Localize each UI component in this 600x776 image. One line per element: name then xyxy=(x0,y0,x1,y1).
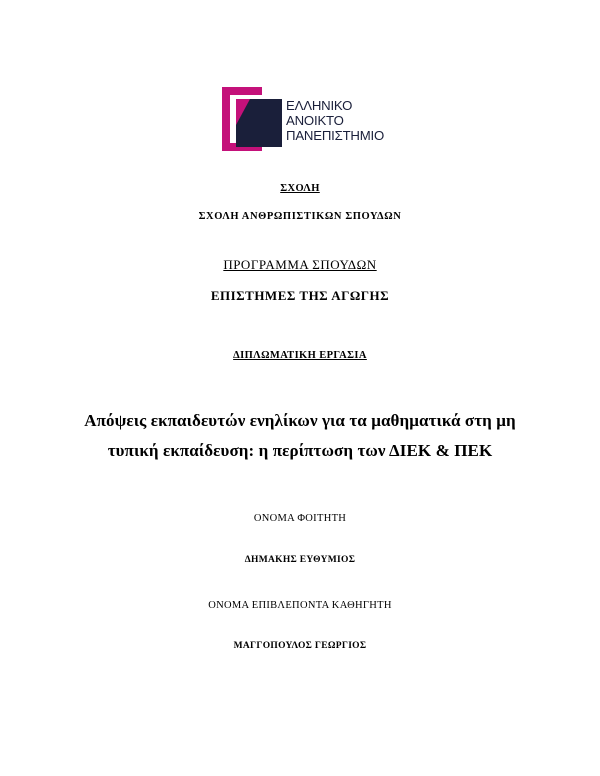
logo-line-2: ΑΝΟΙΚΤΟ xyxy=(286,113,344,128)
supervisor-name: ΜΑΓΓΟΠΟΥΛΟΣ ΓΕΩΡΓΙΟΣ xyxy=(233,641,367,651)
student-name: ΔΗΜΑΚΗΣ ΕΥΘΥΜΙΟΣ xyxy=(244,555,356,565)
university-logo xyxy=(222,87,385,151)
program-name: ΕΠΙΣΤΗΜΕΣ ΤΗΣ ΑΓΩΓΗΣ xyxy=(210,288,390,303)
thesis-title-line-2: τυπική εκπαίδευση: η περίπτωση των ΔΙΕΚ & ΠΕΚ xyxy=(107,441,493,460)
thesis-label: ΔΙΠΛΩΜΑΤΙΚΗ ΕΡΓΑΣΙΑ xyxy=(233,350,367,361)
logo-mark-icon xyxy=(222,87,284,151)
school-name: ΣΧΟΛΗ ΑΝΘΡΩΠΙΣΤΙΚΩΝ ΣΠΟΥΔΩΝ xyxy=(198,211,402,222)
student-label: ΟΝΟΜΑ ΦΟΙΤΗΤΗ xyxy=(253,513,347,524)
logo-line-3: ΠΑΝΕΠΙΣΤΗΜΙΟ xyxy=(286,128,385,143)
school-label: ΣΧΟΛΗ xyxy=(280,183,320,194)
logo-wordmark xyxy=(286,98,384,143)
program-label: ΠΡΟΓΡΑΜΜΑ ΣΠΟΥΔΩΝ xyxy=(223,257,377,272)
supervisor-label: ΟΝΟΜΑ ΕΠΙΒΛΕΠΟΝΤΑ ΚΑΘΗΓΗΤΗ xyxy=(208,600,392,611)
logo-line-1: ΕΛΛΗΝΙΚΟ xyxy=(286,98,353,113)
thesis-title-line-1: Απόψεις εκπαιδευτών ενηλίκων για τα μαθηματικά στη μη xyxy=(84,411,516,430)
